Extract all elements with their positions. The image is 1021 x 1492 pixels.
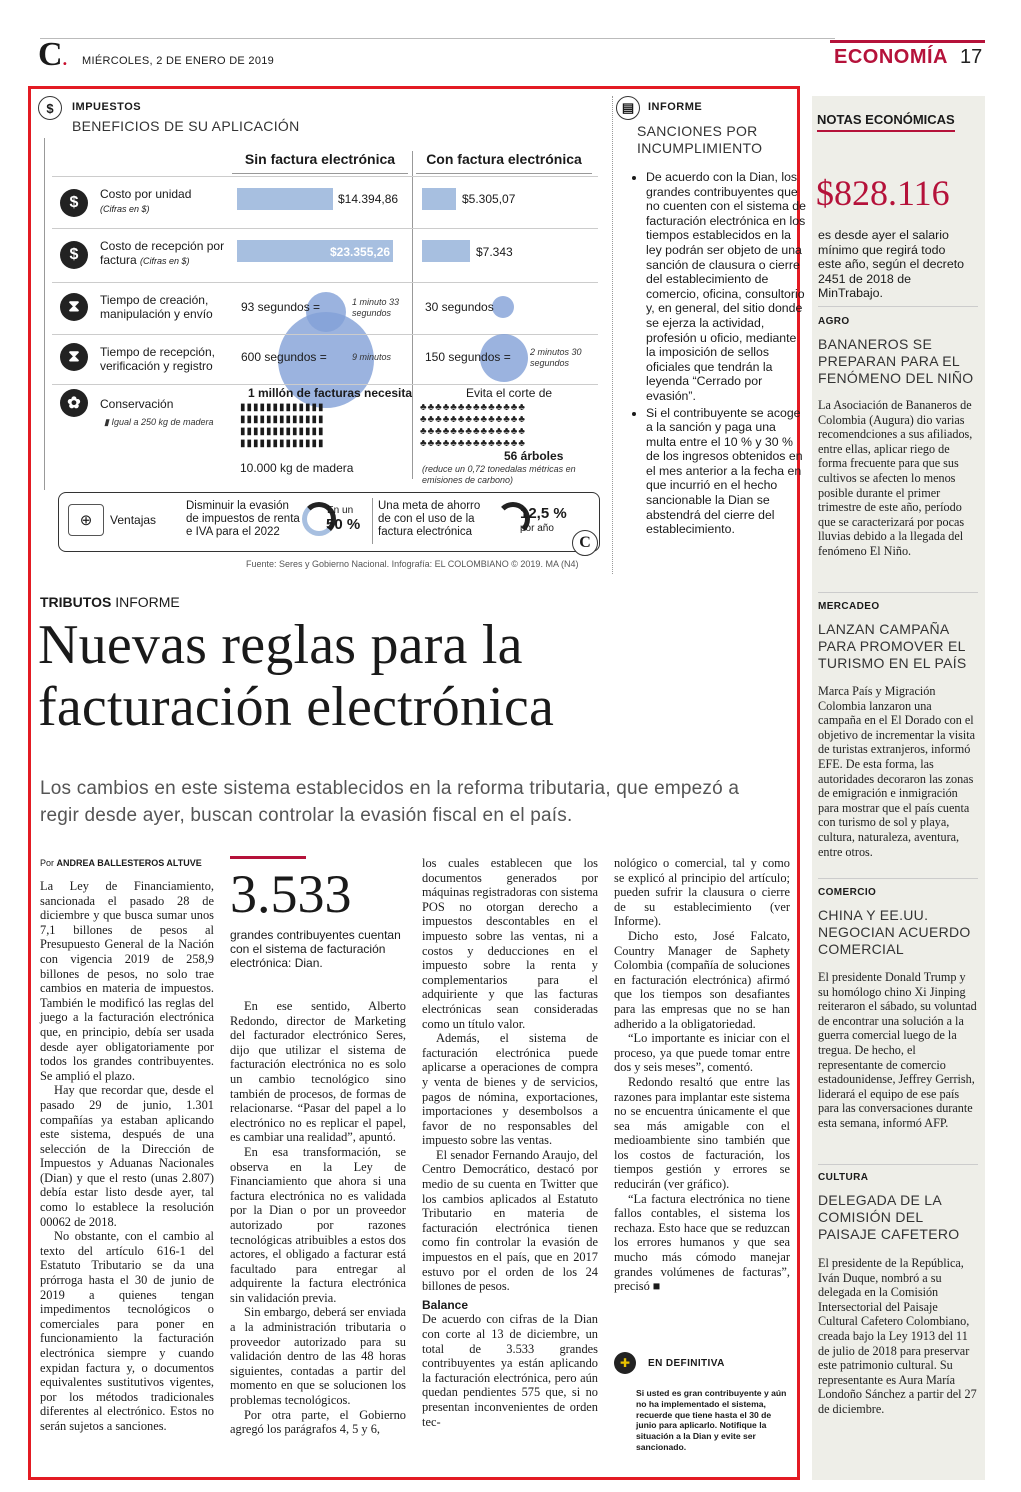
issue-date: MIÉRCOLES, 2 DE ENERO DE 2019	[82, 55, 275, 67]
paragraph: Dicho esto, José Falcato, Country Manager de Saphety Colombia (compañía de soluciones en facturación electrónica) afirmó que los tiempos son desafiantes para las empresas que no se han adherido a la obligatoriedad.	[614, 928, 790, 1031]
document-icon: ▤	[616, 96, 640, 120]
value-creation-time-without: 93 segundos =	[241, 300, 321, 314]
sales-divider	[372, 498, 373, 544]
value-reception-cost-without: $23.355,26	[330, 245, 391, 259]
page-number: 17	[960, 46, 983, 68]
value-creation-time-with: 30 segundos	[425, 300, 494, 314]
paragraph: los cuales establecen que los documentos generados por máquinas registradoras con sistema POS no otorgan derecho a impuestos descontables en el impuesto sobre las ventas, ni a costos y deducciones en el impuesto sobre la renta y complementarios para el adquiriente y que las facturas electrónicas sean consideradas como un título valor.	[422, 856, 598, 1031]
column-4	[614, 856, 790, 1294]
value-reception-time-with: 150 segundos =	[425, 350, 511, 364]
paragraph: nológico o comercial, tal y como se explicó al principio del artículo; pueden sufrir la clausura o cierre de su establecimiento (ver Informe).	[614, 856, 790, 929]
article-headline: Nuevas reglas para la facturación electrónica	[38, 614, 555, 738]
sales-text2: Una meta de ahorro de con el uso de la factura electrónica	[378, 500, 481, 538]
article-kicker: TRIBUTOS INFORME	[40, 594, 180, 610]
row-note: (Cifras en $)	[100, 204, 150, 214]
conservation-without-head: 1 millón de facturas necesita	[248, 386, 413, 400]
dollar-icon: $	[60, 241, 88, 269]
pct2-value: 12,5 %	[520, 505, 567, 522]
stat-bar	[230, 856, 306, 859]
note-title: BANANEROS SE PREPARAN PARA EL FENÓMENO DEL NIÑO	[818, 336, 974, 386]
sales-text1: Disminuir la evasión de impuestos de renta e IVA para el 2022	[186, 500, 300, 538]
equiv-creation-time-without: 1 minuto 33 segundos	[352, 297, 400, 318]
infographic-source: Fuente: Seres y Gobierno Nacional. Infografía: EL COLOMBIANO © 2019. MA (N4)	[246, 559, 579, 569]
note-tag: MERCADEO	[818, 601, 880, 612]
informe-divider	[612, 96, 614, 574]
infographic-kicker: IMPUESTOS	[72, 101, 142, 113]
newspaper-badge-icon: C	[572, 530, 598, 556]
top-rule	[40, 38, 835, 39]
paragraph: “Lo importante es iniciar con el proceso, ya que puede tomar entre dos y seis meses”, comentó.	[614, 1031, 790, 1075]
conservation-with-total: 56 árboles	[504, 449, 564, 463]
row-label: Costo por unidad	[100, 187, 192, 201]
row-reception-time: ⧗ Tiempo de recepción, verificación y registro	[52, 334, 598, 385]
note-tag: COMERCIO	[818, 887, 877, 898]
stat-text: grandes contribuyentes cuentan con el sistema de facturación electrónica: Dian.	[230, 928, 401, 970]
hourglass-icon: ⧗	[60, 343, 88, 371]
paragraph: “La factura electrónica no tiene fallos contables, el sistema los rechaza. Esto hace que se reduzcan los errores humanos y que sea mucho más cómodo manejar grandes volúmenes de facturas”, precisó ■	[614, 1191, 790, 1294]
plant-icon: ✿	[60, 389, 88, 417]
equiv-reception-time-with: 2 minutos 30 segundos	[530, 347, 582, 368]
note-body: El presidente de la República, Iván Duque, nombró a su delegada en la Comisión Intersectorial del Paisaje Cultural Cafetero Colombiano, creada bajo la Ley 1913 del 11 de julio de 2018 para preservar este patrimonio cultural. Su representante es Aura María Londoño Sánchez a partir del 27 de diciembre.	[818, 1256, 977, 1416]
newspaper-logo: C.	[38, 36, 68, 73]
paragraph: De acuerdo con cifras de la Dian con corte al 13 de diciembre, un total de 3.533 grandes contribuyentes ya están aplicando la facturación electrónica, pero aún quedan pendientes 575 que, si no presentan inconvenientes de orden tec-	[422, 1312, 598, 1429]
minimum-wage-text: es desde ayer el salario mínimo que regirá todo este año, según el decreto 2451 de 2018 de MinTrabajo.	[818, 228, 965, 301]
informe-kicker: INFORME	[648, 101, 703, 113]
subhead-balance: Balance	[422, 1297, 469, 1312]
paragraph: Además, el sistema de facturación electrónica puede aplicarse a operaciones de compra y venta de bienes y de servicios, pagos de nómina, exportaciones, importaciones y desembolsos a favor de no responsables del impuesto sobre las ventas.	[422, 1031, 598, 1148]
conservation-with-note: (reduce un 0,72 tonedalas métricas en emisiones de carbono)	[422, 464, 576, 485]
value-unit-cost-with: $5.305,07	[462, 192, 516, 206]
column-header-without: Sin factura electrónica	[232, 151, 408, 174]
infographic-title: BENEFICIOS DE SU APLICACIÓN	[72, 118, 300, 134]
value-reception-cost-with: $7.343	[476, 245, 513, 259]
tree-icons: ♣♣♣♣♣♣♣♣♣♣♣♣♣♣ ♣♣♣♣♣♣♣♣♣♣♣♣♣♣ ♣♣♣♣♣♣♣♣♣♣♣♣♣♣ ♣♣♣♣♣♣♣♣♣♣♣♣♣♣	[420, 402, 526, 449]
note-body: Marca País y Migración Colombia lanzaron una campaña en el El Dorado con el objetivo de incrementar la visita de turistas extranjeros, informó EFE. De esta forma, las autoridades decoraron las zonas de emigración e inmigración para mostrar que el país cuenta con turismo de sol y playa, cultura, naturaleza, aventura, entre otros.	[818, 684, 976, 859]
note-title: LANZAN CAMPAÑA PARA PROMOVER EL TURISMO EN EL PAÍS	[818, 621, 967, 671]
stat-number: 3.533	[230, 864, 352, 924]
pct1-value: 50 %	[326, 516, 361, 533]
note-tag: CULTURA	[818, 1172, 869, 1183]
column-header-with: Con factura electrónica	[416, 151, 592, 174]
column-2	[230, 999, 406, 1437]
paragraph: En esa transformación, se observa en la Ley de Financiamiento que ahora si una factura electrónica no es validada por la Dian o por un proveedor autorizado por razones tecnológicas atribuibles a estos dos actores, el obligado a facturar está facultado para entregar al adquirente la factura electrónica sin validación previa.	[230, 1144, 406, 1305]
note-tag: AGRO	[818, 316, 850, 327]
hourglass-icon: ⧗	[60, 293, 88, 321]
note-title: CHINA Y EE.UU. NEGOCIAN ACUERDO COMERCIAL	[818, 907, 971, 957]
note-body: El presidente Donald Trump y su homólogo chino Xi Jinping reiteraron el sábado, su voluntad de encontrar una solución a la guerra comercial luego de la tregua. De hecho, el representante de comercio estadounidense, Jeffrey Gerrish, liderará el equipo de ese país para las conversaciones durante esta semana, informó AFP.	[818, 970, 977, 1130]
sales-label: Ventajas	[110, 513, 157, 527]
bar-reception-cost-with	[422, 240, 470, 262]
row-label: Costo de recepción por factura	[100, 239, 225, 267]
paragraph: Por otra parte, el Gobierno agregó los parágrafos 4, 5 y 6,	[230, 1407, 406, 1437]
row-note: (Cifras en $)	[140, 256, 190, 266]
article-dek: Los cambios en este sistema establecidos en la reforma tributaria, que empezó a regir desde ayer, buscan controlar la evasión fiscal en el país.	[40, 778, 740, 826]
paragraph: La Ley de Financiamiento, sancionada el pasado 28 de diciembre y que busca sumar unos 7,1 billones de pesos al Presupuesto General de la Nación con vigencia 2019 de 258,9 billones de pesos, no solo trae cambios en materia de impuestos. También le modificó las reglas del juego a la facturación electrónica que, en principio, debía ser usada desde ayer obligatoriamente por todos los grandes contribuyentes. Se amplió el plazo.	[40, 879, 214, 1083]
byline: Por ANDREA BALLESTEROS ALTUVE	[40, 858, 202, 868]
bar-unit-cost-with	[422, 188, 456, 210]
pct1-label: En un	[327, 505, 354, 516]
section-bar	[830, 40, 985, 43]
wood-blocks: ▮▮▮▮▮▮▮▮▮▮▮▮▮ ▮▮▮▮▮▮▮▮▮▮▮▮▮ ▮▮▮▮▮▮▮▮▮▮▮▮▮ ▮▮▮▮▮▮▮▮▮▮▮▮▮	[240, 402, 325, 449]
row-creation-time: ⧗ Tiempo de creación, manipulación y envío	[52, 282, 598, 335]
paragraph: No obstante, con el cambio al texto del artículo 616-1 del Estatuto Tributario se da una prórroga hasta el 30 de junio de 2019 a quienes tengan impedimentos tecnológicos o comerciales para poner en funcionamiento la facturación electrónica siempre y cuando expidan factura y, o documentos equivalentes sustitutivos vigentes, por los métodos tradicionales diferentes al electrónico. Estos no serán sujetos a sanciones.	[40, 1229, 214, 1433]
informe-item: • De acuerdo con la Dian, los grandes contribuyentes que no cuenten con el sistema de facturación electrónica en los tiempos establecidos en la ley podrán ser objeto de una sanción de clausura o cierre del establecimiento de comercio, oficina, consultorio y, en general, del sitio donde se ejerza la actividad, profesión u oficio, mediante la imposición de sellos oficiales que tendrán la leyenda “Cerrado por evasión”.	[646, 170, 806, 404]
value-reception-time-without: 600 segundos =	[241, 350, 327, 364]
conservation-with-head: Evita el corte de	[466, 386, 553, 400]
advantage-icon: ⊕	[68, 504, 104, 536]
note-title: DELEGADA DE LA COMISIÓN DEL PAISAJE CAFETERO	[818, 1192, 960, 1242]
note-body: La Asociación de Bananeros de Colombia (Augura) dio varias recomendciones a sus afiliados, entre ellas, aplicar riego de forma frecuente para que sus cultivos se afecten lo menos posible durante el primer trimestre de este año, período que se caracterizará por pocas lluvias debido a la llegada del fenómeno El Niño.	[818, 398, 973, 558]
informe-title: SANCIONES POR INCUMPLIMIENTO	[637, 123, 763, 156]
pct2-label: por año	[520, 523, 554, 534]
dollar-icon: $	[38, 96, 62, 120]
minimum-wage-number: $828.116	[816, 173, 950, 213]
paragraph: En ese sentido, Alberto Redondo, director de Marketing del facturador electrónico Seres, dijo que utilizar el sistema de facturación electrónica no es solo un cambio tecnológico sino también de procesos, de formas de relacionarse. “Pasar del papel a lo electrónico no es replicar el papel, es cambiar una realidad”, apuntó.	[230, 999, 406, 1145]
informe-item: • Si el contribuyente se acoge a la sanción y paga una multa entre el 10 % y 30 % de los ingresos obtenidos en el mes anterior a la fecha en que incurrió en el hecho sancionable la Dian se abstendrá del cierre del establecimiento.	[646, 406, 806, 537]
paragraph: El senador Fernando Araujo, del Centro Democrático, destacó por medio de su cuenta en Twitter que los cambios aplicados al Estatuto Tributario en materia de facturación electrónica tienen como fin controlar la evasión de impuestos en el país, que en 2017 estuvo por el orden de los 24 billones de pesos.	[422, 1147, 598, 1294]
row-conservation: ✿ Conservación ▮ Igual a 250 kg de madera	[52, 384, 598, 485]
en-definitiva-title: EN DEFINITIVA	[648, 1358, 725, 1369]
dollar-icon: $	[60, 189, 88, 217]
puzzle-icon: ✚	[614, 1352, 636, 1374]
sidebar-header: NOTAS ECONÓMICAS	[817, 112, 955, 132]
en-definitiva-text: Si usted es gran contribuyente y aún no ha implementado el sistema, recuerde que tiene hasta el 30 de junio para aplicarlo. Notifique la situación a la Dian y evite ser sancionado.	[636, 1388, 787, 1452]
bar-unit-cost-without	[237, 188, 333, 210]
conservation-without-total: 10.000 kg de madera	[240, 461, 354, 475]
column-3	[422, 856, 598, 1429]
section-name: ECONOMÍA	[834, 46, 948, 68]
value-unit-cost-without: $14.394,86	[338, 192, 399, 206]
paragraph: Hay que recordar que, desde el pasado 29 de junio, 1.301 compañías ya estaban aplicando este sistema, después de una selección de la Dirección de Impuestos y Aduanas Nacionales (Dian) y que el resto (unas 2.807) debía estar listo desde ayer, tal como lo establece la resolución 00062 de 2018.	[40, 1083, 214, 1229]
equiv-reception-time-without: 9 minutos	[352, 352, 392, 362]
conservation-legend: Igual a 250 kg de madera	[111, 417, 214, 427]
bubble-creation-time-with	[492, 296, 514, 318]
informe-list	[632, 170, 806, 539]
paragraph: Sin embargo, deberá ser enviada a la administración tributaria o proveedor autorizado para su validación dentro de las 48 horas siguientes, contadas a partir del momento en que se solucionen los problemas tecnológicos.	[230, 1305, 406, 1408]
paragraph: Redondo resaltó que entre las razones para implantar este sistema no se encuentra únicamente el que sea más amigable con el medioambiente sino también que los costos de facturación, los tiempos gestión y errores se reducirán (ver gráfico).	[614, 1074, 790, 1192]
column-1	[40, 879, 214, 1434]
